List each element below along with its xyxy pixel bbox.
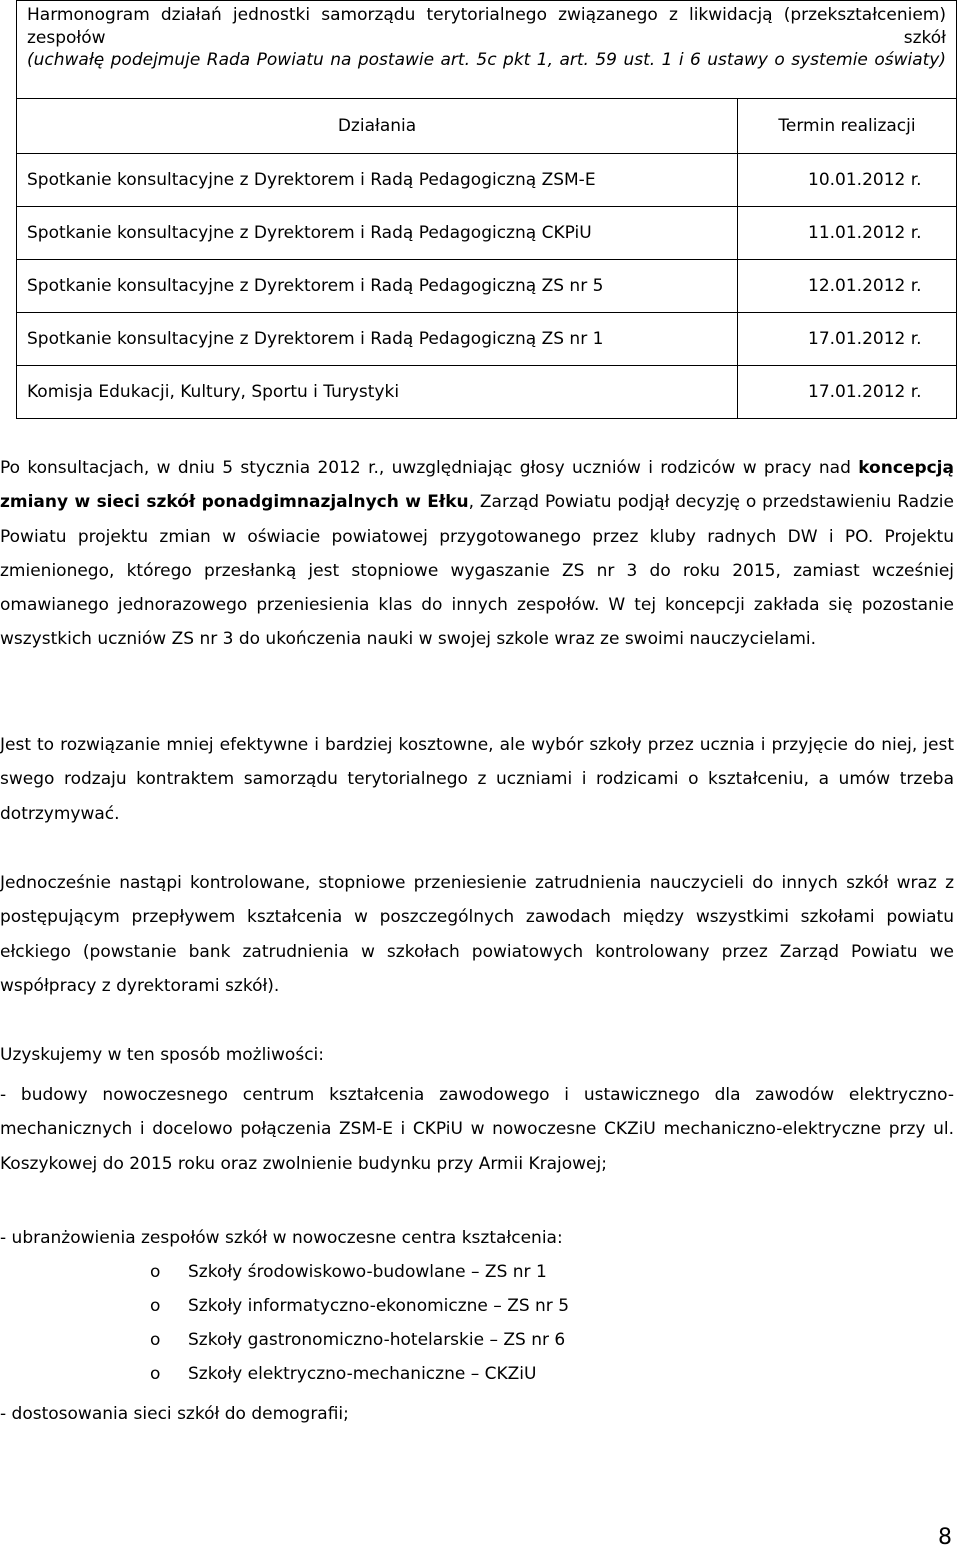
table-row	[17, 313, 957, 366]
table-row	[17, 260, 957, 313]
list-item-centre: - budowy nowoczesnego centrum kształcenia zawodowego i ustawicznego dla zawodów elektryczno-mechanicznych i docelowo połączenia ZSM-E i CKPiU w nowoczesne CKZiU mechaniczno-elektryczne przy ul. Koszykowej do 2015 roku oraz zwolnienie budynku przy Armii Krajowej;	[0, 1085, 954, 1174]
paragraph-consultations-intro: Po konsultacjach, w dniu 5 stycznia 2012 r., uwzględniając głosy uczniów i rodziców w pracy nad	[0, 458, 851, 478]
concept-highlight: koncepcją zmiany w sieci szkół ponadgimnazjalnych w Ełku	[0, 458, 954, 513]
bullet-icon: o	[150, 1296, 161, 1316]
sub-item-text: Szkoły gastronomiczno-hotelarskie – ZS nr 6	[188, 1330, 566, 1350]
paragraph-consultations-body: , Zarząd Powiatu podjął decyzję o przedstawieniu Radzie Powiatu projektu zmian w oświacie powiatowej przygotowanego przez kluby radnych DW i PO. Projektu zmienionego, którego przesłanką jest stopniowe wygaszanie ZS nr 3 do roku 2015, zamiast wcześniej omawianego jednorazowego przeniesienia klas do innych zespołów. W tej koncepcji zakłada się pozostanie wszystkich uczniów ZS nr 3 do ukończenia nauki w swojej szkole wraz ze swoimi nauczycielami.	[0, 492, 954, 650]
header-line-1: Harmonogram działań jednostki samorządu terytorialnego związanego z likwidacją	[27, 5, 773, 25]
sub-item-text: Szkoły informatyczno-ekonomiczne – ZS nr 5	[188, 1296, 570, 1316]
action-cell: Spotkanie konsultacyjne z Dyrektorem i Radą Pedagogiczną ZS nr 1	[17, 313, 738, 366]
action-cell: Komisja Edukacji, Kultury, Sportu i Turystyki	[17, 366, 738, 419]
table-row	[17, 154, 957, 207]
bullet-icon: o	[150, 1330, 161, 1350]
sub-list-item	[150, 1330, 565, 1350]
action-cell: Spotkanie konsultacyjne z Dyrektorem i Radą Pedagogiczną ZS nr 5	[17, 260, 738, 313]
paragraph-possibilities-intro: Uzyskujemy w ten sposób możliwości:	[0, 1045, 324, 1065]
page-number: 8	[938, 1525, 952, 1550]
sub-list-item	[150, 1296, 569, 1316]
header-line-3: (uchwałę podejmuje Rada Powiatu na postawie art. 5c pkt 1, art. 59 ust. 1 i 6 ustawy	[27, 50, 768, 70]
sub-list-item	[150, 1262, 547, 1282]
date-cell: 10.01.2012 r.	[738, 154, 957, 207]
table-row	[17, 366, 957, 419]
bullet-icon: o	[150, 1262, 161, 1282]
paragraph-solution: Jest to rozwiązanie mniej efektywne i bardziej kosztowne, ale wybór szkoły przez ucznia i przyjęcie do niej, jest swego rodzaju kontraktem samorządu terytorialnego z uczniami i rodzicami o kształceniu, a umów trzeba dotrzymywać.	[0, 735, 954, 824]
bullet-icon: o	[150, 1364, 161, 1384]
date-cell: 17.01.2012 r.	[738, 366, 957, 419]
column-header-actions: Działania	[17, 99, 738, 154]
header-line-2: (przekształceniem) zespołów szkół	[27, 5, 946, 48]
date-cell: 17.01.2012 r.	[738, 313, 957, 366]
date-cell: 11.01.2012 r.	[738, 207, 957, 260]
sub-list-item	[150, 1364, 536, 1384]
header-line-4: o systemie oświaty)	[774, 50, 946, 70]
sub-item-text: Szkoły elektryczno-mechaniczne – CKZiU	[188, 1364, 537, 1384]
action-cell: Spotkanie konsultacyjne z Dyrektorem i Radą Pedagogiczną CKPiU	[17, 207, 738, 260]
sub-item-text: Szkoły środowiskowo-budowlane – ZS nr 1	[188, 1262, 547, 1282]
list-item-branding: - ubranżowienia zespołów szkół w nowoczesne centra kształcenia:	[0, 1228, 563, 1248]
date-cell: 12.01.2012 r.	[738, 260, 957, 313]
table-header-title	[17, 1, 957, 99]
paragraph-transfer: Jednocześnie nastąpi kontrolowane, stopniowe przeniesienie zatrudnienia nauczycieli do innych szkół wraz z postępującym przepływem kształcenia w poszczególnych zawodach między wszystkimi szkołami powiatu ełckiego (powstanie bank zatrudnienia w szkołach powiatowych kontrolowany przez Zarząd Powiatu we współpracy z dyrektorami szkół).	[0, 873, 954, 996]
paragraph-consultations	[0, 451, 954, 657]
column-header-deadline: Termin realizacji	[738, 99, 957, 154]
action-cell: Spotkanie konsultacyjne z Dyrektorem i Radą Pedagogiczną ZSM-E	[17, 154, 738, 207]
list-item-demography: - dostosowania sieci szkół do demografii;	[0, 1404, 349, 1424]
schedule-table	[16, 0, 957, 419]
table-row	[17, 207, 957, 260]
